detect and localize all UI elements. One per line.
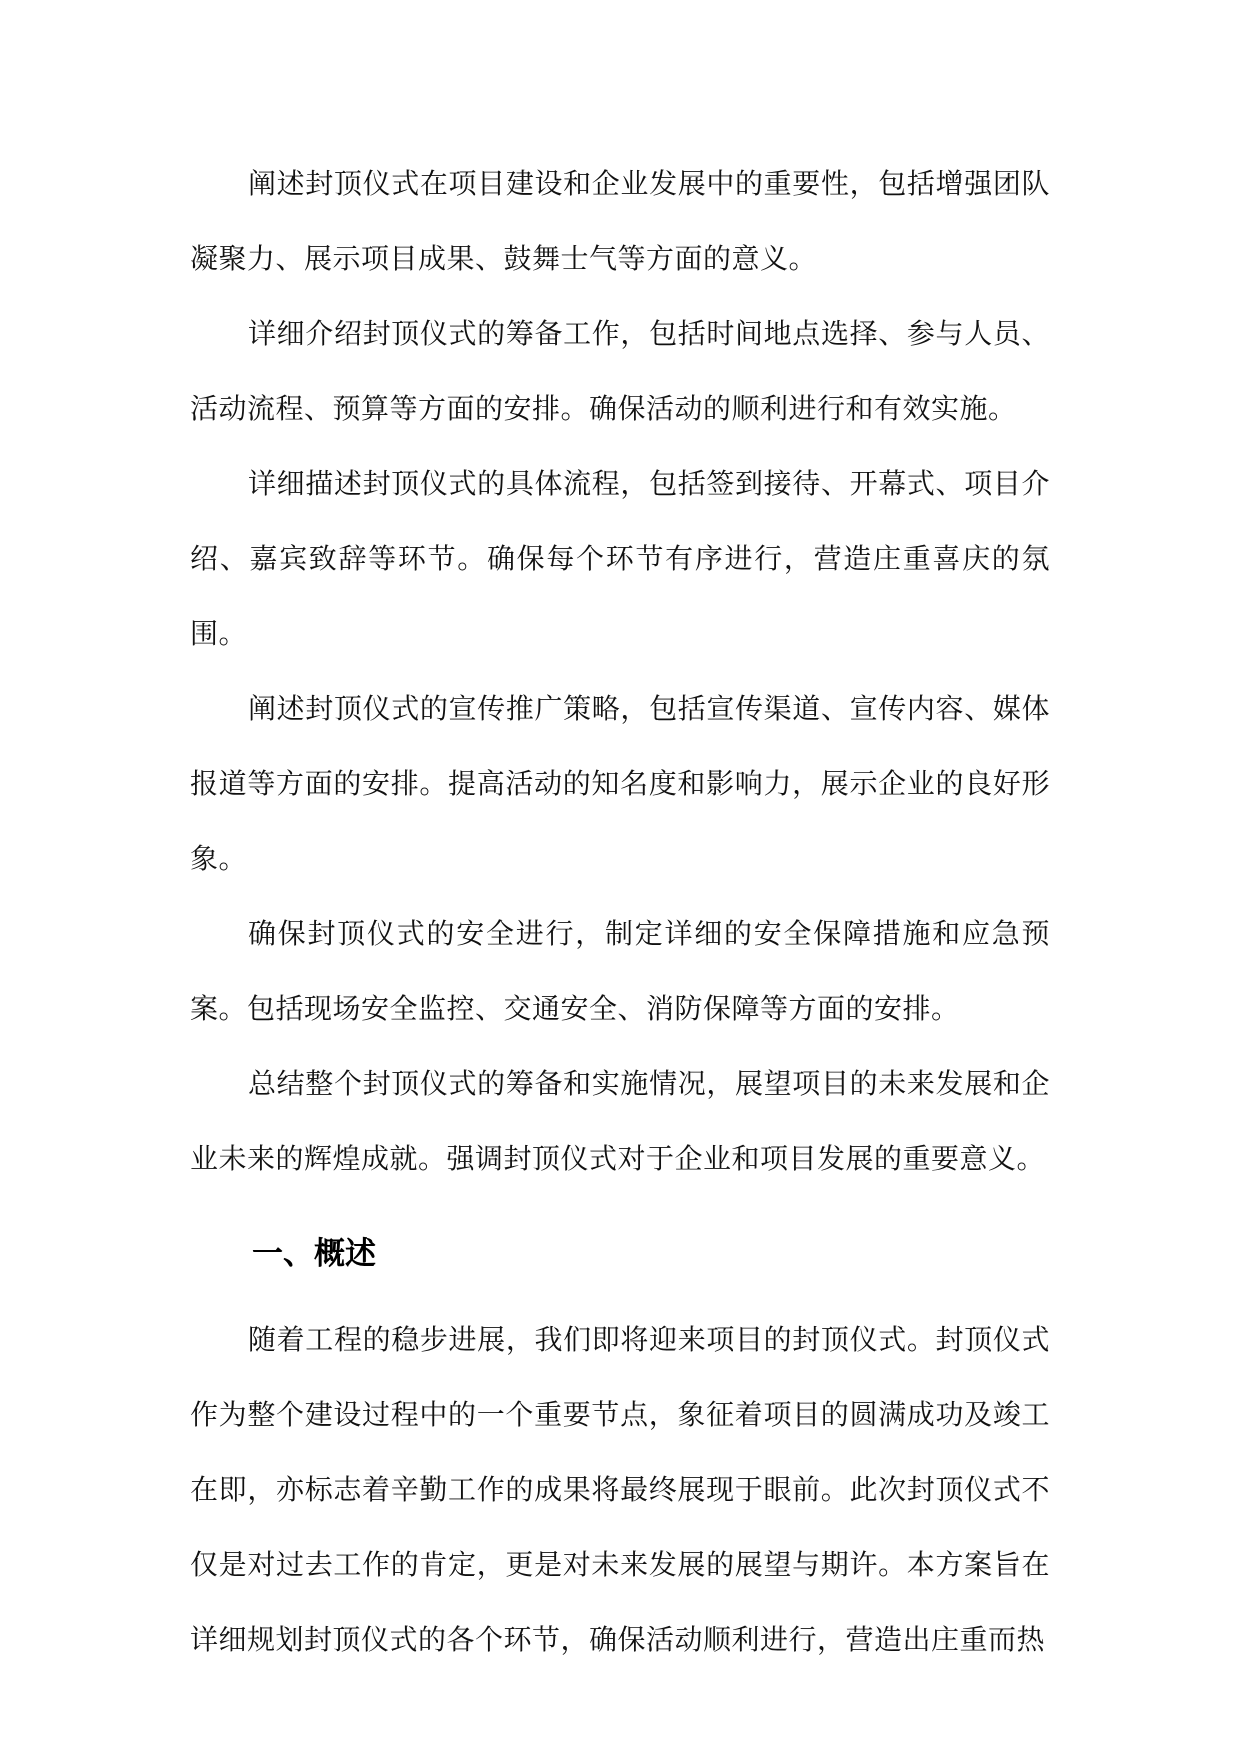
intro-paragraph-promotion: 阐述封顶仪式的宣传推广策略，包括宣传渠道、宣传内容、媒体报道等方面的安排。提高活动的知名度和影响力，展示企业的良好形象。 <box>190 692 1050 875</box>
section-heading-overview: 一、概述 <box>252 1236 376 1272</box>
intro-paragraph-summary: 总结整个封顶仪式的筹备和实施情况，展望项目的未来发展和企业未来的辉煌成就。强调封顶仪式对于企业和项目发展的重要意义。 <box>190 1067 1050 1175</box>
intro-paragraph-process: 详细描述封顶仪式的具体流程，包括签到接待、开幕式、项目介绍、嘉宾致辞等环节。确保每个环节有序进行，营造庄重喜庆的氛围。 <box>190 467 1050 650</box>
intro-paragraph-significance: 阐述封顶仪式在项目建设和企业发展中的重要性，包括增强团队凝聚力、展示项目成果、鼓舞士气等方面的意义。 <box>190 167 1050 275</box>
overview-paragraph: 随着工程的稳步进展，我们即将迎来项目的封顶仪式。封顶仪式作为整个建设过程中的一个重要节点，象征着项目的圆满成功及竣工在即，亦标志着辛勤工作的成果将最终展现于眼前。此次封顶仪式不仅是对过去工作的肯定，更是对未来发展的展望与期许。本方案旨在详细规划封顶仪式的各个环节，确保活动顺利进行，营造出庄重而热 <box>190 1323 1050 1656</box>
document-body <box>190 146 1050 1677</box>
intro-paragraph-preparation: 详细介绍封顶仪式的筹备工作，包括时间地点选择、参与人员、活动流程、预算等方面的安排。确保活动的顺利进行和有效实施。 <box>190 317 1050 425</box>
intro-paragraph-safety: 确保封顶仪式的安全进行，制定详细的安全保障措施和应急预案。包括现场安全监控、交通安全、消防保障等方面的安排。 <box>190 917 1050 1025</box>
